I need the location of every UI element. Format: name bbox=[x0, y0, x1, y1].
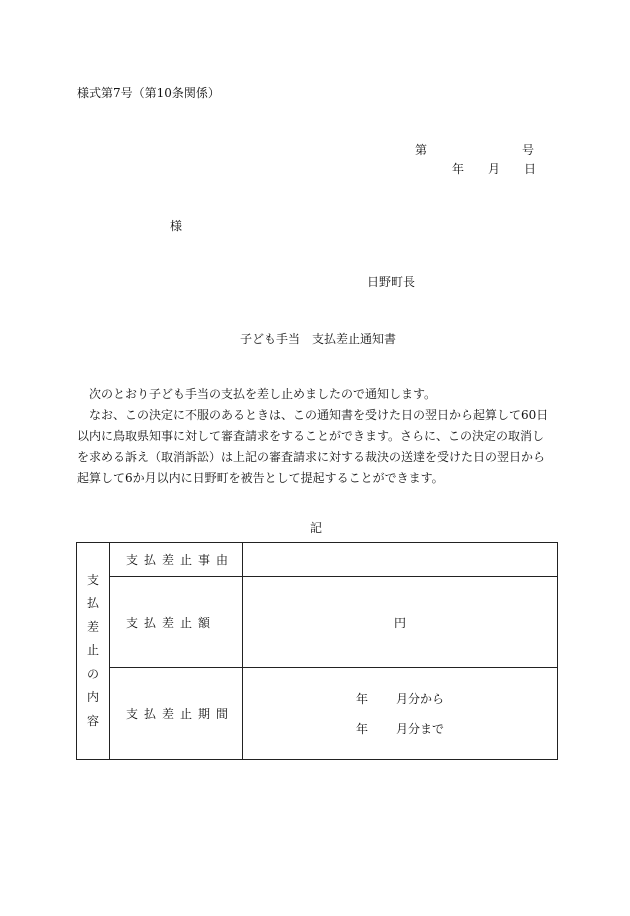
amount-label-cell bbox=[110, 577, 243, 668]
table-row-reason bbox=[77, 543, 558, 577]
addressee-honorific: 様 bbox=[170, 219, 183, 233]
amount-value-cell bbox=[243, 577, 558, 668]
date-month-label: 月 bbox=[488, 162, 501, 176]
reason-label-cell bbox=[110, 543, 243, 577]
date-day-label: 日 bbox=[524, 162, 537, 176]
body-paragraph-1: 次のとおり子ども手当の支払を差し止めましたので通知します。 bbox=[89, 387, 437, 401]
document-title: 子ども手当 支払差止通知書 bbox=[240, 332, 397, 346]
document-number-suffix: 号 bbox=[522, 143, 535, 157]
form-number-label: 様式第7号（第10条関係） bbox=[77, 86, 220, 100]
document-number-prefix: 第 bbox=[415, 143, 428, 157]
period-from-year: 年 bbox=[355, 691, 368, 706]
suspension-detail-table bbox=[76, 542, 558, 760]
side-label-cell bbox=[77, 543, 110, 760]
table-row-amount bbox=[77, 577, 558, 668]
period-to-month: 月分まで bbox=[395, 721, 444, 736]
period-to bbox=[243, 714, 557, 744]
side-label: 支払差止の内容 bbox=[86, 572, 99, 728]
reason-value-cell bbox=[243, 543, 558, 577]
ki-heading: 記 bbox=[310, 521, 323, 535]
date-year-label: 年 bbox=[452, 162, 465, 176]
period-from bbox=[243, 684, 557, 714]
issue-date bbox=[452, 160, 536, 177]
notice-body bbox=[77, 384, 555, 489]
issuer-name: 日野町長 bbox=[367, 275, 416, 289]
body-paragraph-2: なお、この決定に不服のあるときは、この通知書を受けた日の翌日から起算して60日以内に鳥取県知事に対して審査請求をすることができます。さらに、この決定の取消しを求める訴え（取消訴訟）は上記の審査請求に対する裁決の送達を受けた日の翌日から起算して6か月以内に日野町を被告として提起することができます。 bbox=[77, 408, 549, 485]
amount-label: 支払差止額 bbox=[126, 615, 217, 630]
period-label: 支払差止期間 bbox=[126, 707, 235, 721]
amount-unit: 円 bbox=[393, 615, 406, 630]
reason-label: 支払差止事由 bbox=[126, 553, 235, 567]
period-from-month: 月分から bbox=[395, 691, 444, 706]
period-label-cell bbox=[110, 668, 243, 760]
table-row-period bbox=[77, 668, 558, 760]
period-to-year: 年 bbox=[355, 721, 368, 736]
period-value-cell bbox=[243, 668, 558, 760]
